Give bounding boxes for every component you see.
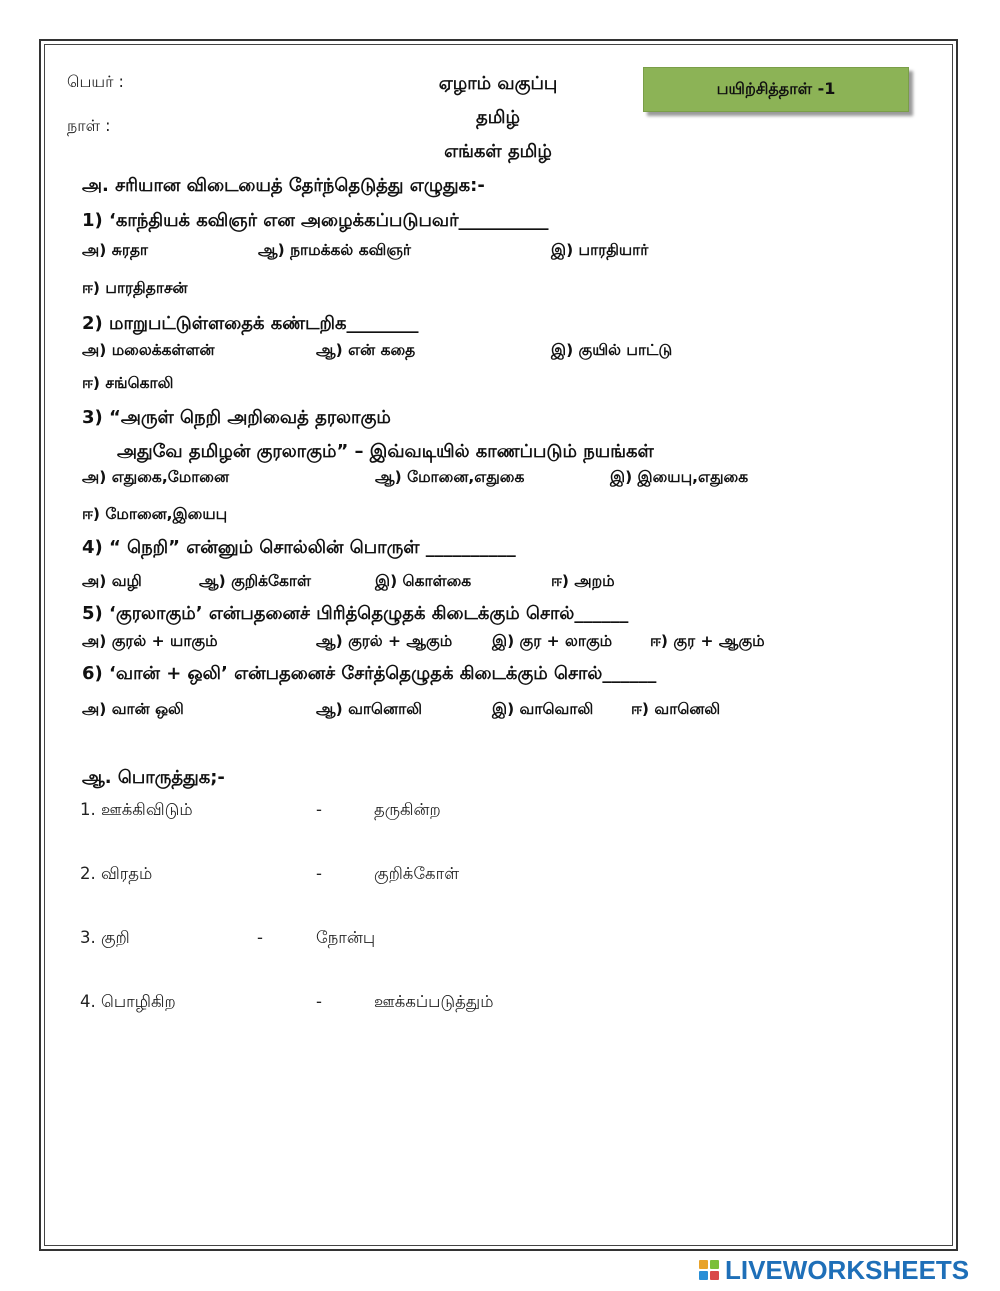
q1-option-a[interactable]: அ) சுரதா (82, 241, 149, 259)
q2-option-d[interactable]: ஈ) சங்கொலி (82, 374, 174, 392)
match-right-3[interactable]: நோன்பு (316, 928, 376, 947)
q3-option-c[interactable]: இ) இயைபு,எதுகை (610, 468, 749, 486)
section-a-title: அ. சரியான விடையைத் தேர்ந்தெடுத்து எழுதுக:- (82, 175, 485, 196)
q4-option-d[interactable]: ஈ) அறம் (551, 572, 615, 590)
q5-option-b[interactable]: ஆ) குரல் + ஆகும் (316, 632, 453, 650)
liveworksheets-logo (699, 1255, 969, 1285)
match-dash-1: - (316, 800, 322, 819)
q2-option-b[interactable]: ஆ) என் கதை (316, 341, 416, 359)
match-dash-4: - (316, 992, 322, 1011)
q1-option-d[interactable]: ஈ) பாரதிதாசன் (82, 279, 188, 297)
match-left-1: 1. ஊக்கிவிடும் (80, 800, 193, 819)
q5-option-d[interactable]: ஈ) குர + ஆகும் (650, 632, 765, 650)
date-label: நாள் : (67, 116, 111, 135)
q1-option-b[interactable]: ஆ) நாமக்கல் கவிஞர் (258, 241, 411, 259)
subject-title: தமிழ் (476, 107, 520, 128)
question-3-line-2: அதுவே தமிழன் குரலாகும்” – இவ்வடியில் காணப்படும் நயங்கள் (117, 441, 654, 462)
question-2: 2) மாறுபட்டுள்ளதைக் கண்டறிக________ (82, 313, 419, 334)
q6-option-b[interactable]: ஆ) வானொலி (316, 700, 422, 718)
name-label: பெயர் : (67, 72, 124, 91)
q6-option-d[interactable]: ஈ) வானெலி (631, 700, 721, 718)
liveworksheets-logo-icon (699, 1260, 719, 1280)
question-4: 4) “ நெறி” என்னும் சொல்லின் பொருள் __________ (82, 537, 516, 558)
match-right-2[interactable]: குறிக்கோள் (374, 864, 460, 883)
match-dash-2: - (316, 864, 322, 883)
question-3-line-1: 3) “அருள் நெறி அறிவைத் தரலாகும் (82, 407, 391, 428)
q6-option-c[interactable]: இ) வாவொலி (492, 700, 594, 718)
q3-option-a[interactable]: அ) எதுகை,மோனை (82, 468, 229, 486)
section-b-title: ஆ. பொருத்துக;- (82, 767, 225, 788)
match-left-4: 4. பொழிகிற (80, 992, 176, 1011)
match-right-4[interactable]: ஊக்கப்படுத்தும் (374, 992, 494, 1011)
question-1: 1) ‘காந்தியக் கவிஞர் என அழைக்கப்படுபவர்__________ (82, 210, 549, 231)
class-line: ஏழாம் வகுப்பு (438, 73, 558, 94)
liveworksheets-brand-text: LIVEWORKSHEETS (725, 1254, 970, 1285)
match-right-1[interactable]: தருகின்ற (374, 800, 441, 819)
match-left-2: 2. விரதம் (80, 864, 153, 883)
question-6: 6) ‘வான் + ஒலி’ என்பதனைச் சேர்த்தெழுதக் கிடைக்கும் சொல்______ (82, 663, 657, 684)
q3-option-d[interactable]: ஈ) மோனை,இயைபு (82, 505, 228, 523)
q4-option-b[interactable]: ஆ) குறிக்கோள் (199, 572, 312, 590)
q3-option-b[interactable]: ஆ) மோனை,எதுகை (375, 468, 525, 486)
q2-option-a[interactable]: அ) மலைக்கள்ளன் (82, 341, 215, 359)
worksheet-badge (643, 67, 909, 112)
q4-option-a[interactable]: அ) வழி (82, 572, 142, 590)
match-left-3: 3. குறி (80, 928, 130, 947)
q6-option-a[interactable]: அ) வான் ஒலி (82, 700, 184, 718)
q2-option-c[interactable]: இ) குயில் பாட்டு (551, 341, 673, 359)
q4-option-c[interactable]: இ) கொள்கை (375, 572, 472, 590)
lesson-title: எங்கள் தமிழ் (444, 141, 552, 162)
match-dash-3: - (257, 928, 263, 947)
question-5: 5) ‘குரலாகும்’ என்பதனைச் பிரித்தெழுதக் கிடைக்கும் சொல்______ (82, 603, 629, 624)
q1-option-c[interactable]: இ) பாரதியார் (551, 241, 649, 259)
worksheet-badge-label: பயிற்சித்தாள் -1 (716, 79, 836, 98)
q5-option-c[interactable]: இ) குர + லாகும் (492, 632, 613, 650)
q5-option-a[interactable]: அ) குரல் + யாகும் (82, 632, 218, 650)
